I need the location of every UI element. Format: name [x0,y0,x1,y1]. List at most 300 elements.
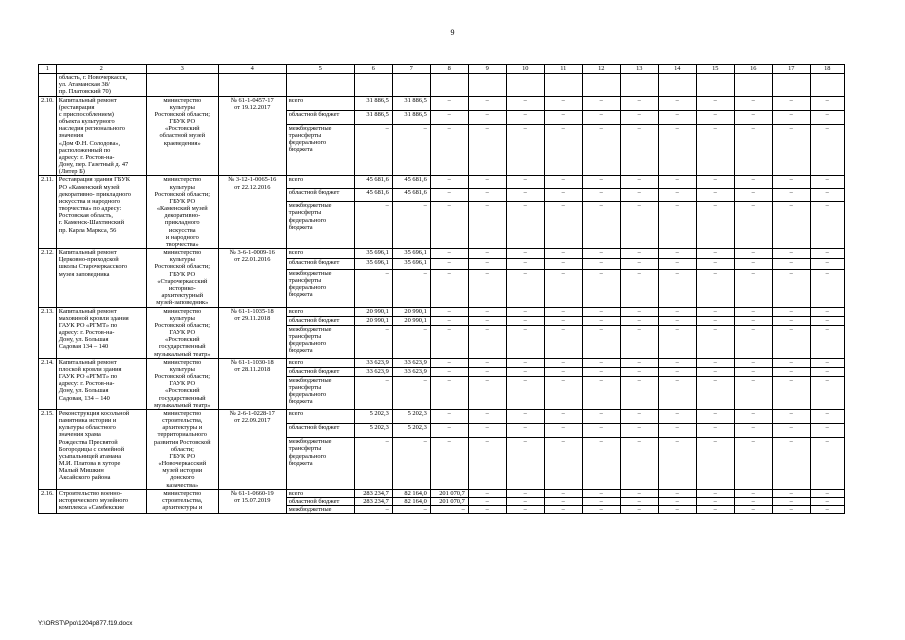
value-year-11: – [772,316,810,325]
value-year-11: – [772,110,810,124]
value-year-11: – [772,506,810,514]
document-number: № 61-1-1030-18 от 28.11.2018 [218,358,286,409]
customer: министерство строительства, архитектуры и [146,489,218,514]
funding-source: межбюджетные трансферты федерального бюджета [286,202,354,249]
value-year-10: – [734,497,772,505]
empty-cell [620,74,658,97]
value-year-10: – [734,259,772,269]
value-year-1: 5 202,3 [392,424,430,438]
value-year-7: – [620,124,658,176]
table-row [39,307,845,316]
value-year-11: – [772,269,810,307]
value-year-6: – [582,376,620,409]
value-year-8: – [658,506,696,514]
value-year-3: – [468,259,506,269]
value-year-4: – [506,376,544,409]
value-year-9: – [696,307,734,316]
value-year-5: – [544,189,582,202]
value-year-2: – [430,189,468,202]
value-year-4: – [506,259,544,269]
value-year-6: – [582,316,620,325]
value-year-12: – [810,367,844,376]
value-total: 35 696,1 [354,249,392,259]
value-year-6: – [582,506,620,514]
value-year-7: – [620,409,658,423]
value-year-12: – [810,202,844,249]
value-year-9: – [696,249,734,259]
value-year-2: – [430,269,468,307]
value-year-8: – [658,176,696,189]
document-number: № 3-12-1-0065-16 от 22.12.2016 [218,176,286,249]
value-year-3: – [468,506,506,514]
value-year-1: 31 886,5 [392,110,430,124]
value-year-6: – [582,176,620,189]
funding-source: межбюджетные трансферты федерального бюджета [286,269,354,307]
value-year-1: – [392,325,430,358]
funding-source: межбюджетные [286,506,354,514]
value-total: 5 202,3 [354,409,392,423]
column-number: 15 [696,65,734,74]
object-name: Капитальный ремонт Церковно-приходской школы Старочеркасского музея заповедника [56,249,146,307]
value-total: – [354,438,392,490]
value-year-2: – [430,249,468,259]
value-year-5: – [544,176,582,189]
value-year-8: – [658,189,696,202]
table-row [39,358,845,367]
program-table [38,64,845,514]
value-year-11: – [772,176,810,189]
value-year-3: – [468,376,506,409]
value-year-4: – [506,176,544,189]
value-year-10: – [734,367,772,376]
object-name: Капитальный ремонт маховиной кровли здания ГАУК РО «РГМТ» по адресу: г. Ростов-на- Дону, ул. Большая Садовая 134 – 140 [56,307,146,358]
funding-source: областной бюджет [286,424,354,438]
value-year-6: – [582,259,620,269]
value-year-7: – [620,424,658,438]
object-name: Реконструкция косольной памятника истории и культуры областного значения храма Рождества Пресвятой Богородицы с семейной усыпальницей атамана М.И. Платова в хуторе Малый Мишкин Аксайского района [56,409,146,489]
value-total: 45 681,6 [354,176,392,189]
continuation-row [39,74,845,97]
value-year-12: – [810,316,844,325]
column-number: 8 [430,65,468,74]
value-year-3: – [468,316,506,325]
value-year-12: – [810,307,844,316]
value-year-1: 82 164,0 [392,497,430,505]
value-year-11: – [772,497,810,505]
value-year-8: – [658,124,696,176]
value-year-11: – [772,259,810,269]
row-number: 2.14. [39,358,57,409]
document-number: № 61-1-0660-19 от 15.07.2019 [218,489,286,514]
value-year-4: – [506,325,544,358]
value-year-11: – [772,367,810,376]
funding-source: областной бюджет [286,367,354,376]
value-year-3: – [468,249,506,259]
funding-source: всего [286,249,354,259]
value-year-12: – [810,497,844,505]
empty-cell [582,74,620,97]
value-year-1: 33 623,9 [392,358,430,367]
value-year-10: – [734,506,772,514]
value-year-5: – [544,367,582,376]
value-year-9: – [696,489,734,497]
value-year-12: – [810,124,844,176]
value-year-8: – [658,202,696,249]
empty-cell [354,74,392,97]
object-cell: область, г. Новочеркасск, ул. Атаманская 38/ пр. Платовский 70) [56,74,146,97]
funding-source: межбюджетные трансферты федерального бюджета [286,325,354,358]
value-year-12: – [810,424,844,438]
empty-cell [430,74,468,97]
table-row [39,409,845,423]
value-year-6: – [582,325,620,358]
customer: министерство культуры Ростовской области; ГБУК РО «Каменский музей декоративно- прикладного искусства и народного творчества» [146,176,218,249]
value-year-10: – [734,176,772,189]
value-year-5: – [544,110,582,124]
value-year-10: – [734,489,772,497]
value-year-5: – [544,249,582,259]
value-year-4: – [506,189,544,202]
value-year-6: – [582,424,620,438]
value-year-10: – [734,438,772,490]
value-year-5: – [544,124,582,176]
value-year-6: – [582,367,620,376]
value-year-7: – [620,110,658,124]
value-year-12: – [810,110,844,124]
value-year-11: – [772,438,810,490]
value-total: – [354,269,392,307]
value-year-3: – [468,424,506,438]
value-year-3: – [468,307,506,316]
value-year-12: – [810,506,844,514]
value-year-2: – [430,307,468,316]
value-year-6: – [582,96,620,110]
file-path: Y:\ORST\Ppo\1204p877.f19.docx [38,620,133,627]
table-row [39,249,845,259]
value-year-4: – [506,124,544,176]
value-year-12: – [810,376,844,409]
object-name: Реставрация здания ГБУК РО «Каменский музей декоративно- прикладного искусства и народного творчества» по адресу: Ростовская область, г. Каменск-Шахтинский пр. Карла Маркса, 56 [56,176,146,249]
value-total: 5 202,3 [354,424,392,438]
value-year-7: – [620,249,658,259]
value-year-3: – [468,110,506,124]
value-year-3: – [468,124,506,176]
value-year-2: – [430,202,468,249]
value-year-9: – [696,424,734,438]
value-year-7: – [620,438,658,490]
row-number-cell [39,74,57,97]
value-total: 31 886,5 [354,96,392,110]
value-year-10: – [734,376,772,409]
value-year-11: – [772,124,810,176]
value-year-7: – [620,376,658,409]
value-year-10: – [734,424,772,438]
value-year-9: – [696,506,734,514]
funding-source: всего [286,176,354,189]
row-number: 2.16. [39,489,57,514]
value-year-9: – [696,189,734,202]
value-year-9: – [696,367,734,376]
empty-cell [734,74,772,97]
value-year-6: – [582,202,620,249]
value-year-1: – [392,438,430,490]
object-name: Капитальный ремонт плоской кровли здания ГАУК РО «РГМТ» по адресу: г. Ростов-на- Дону, ул. Большая Садовая, 134 – 140 [56,358,146,409]
value-year-1: – [392,376,430,409]
value-year-12: – [810,325,844,358]
value-year-2: – [430,316,468,325]
value-year-7: – [620,259,658,269]
value-total: – [354,325,392,358]
value-year-7: – [620,269,658,307]
empty-cell [286,74,354,97]
value-year-8: – [658,358,696,367]
value-year-2: – [430,506,468,514]
value-year-8: – [658,409,696,423]
funding-source: областной бюджет [286,497,354,505]
value-year-4: – [506,358,544,367]
value-total: – [354,506,392,514]
value-year-5: – [544,424,582,438]
table-row [39,489,845,497]
value-year-3: – [468,438,506,490]
customer: министерство строительства, архитектуры и территориального развития Ростовской области; ГБУК РО «Новочеркасский музей истории донского казачества» [146,409,218,489]
value-year-5: – [544,409,582,423]
value-year-11: – [772,424,810,438]
value-year-9: – [696,409,734,423]
value-total: 33 623,9 [354,367,392,376]
value-year-10: – [734,325,772,358]
value-year-4: – [506,367,544,376]
column-number-row [39,65,845,74]
value-year-12: – [810,96,844,110]
value-year-2: – [430,358,468,367]
column-number: 10 [506,65,544,74]
value-year-9: – [696,358,734,367]
value-year-4: – [506,307,544,316]
value-year-3: – [468,409,506,423]
value-year-10: – [734,202,772,249]
document-number: № 3-6-1-0009-16 от 22.01.2016 [218,249,286,307]
table-body [39,65,845,514]
value-year-2: – [430,367,468,376]
value-total: – [354,124,392,176]
value-year-11: – [772,358,810,367]
row-number: 2.13. [39,307,57,358]
value-total: 20 990,1 [354,316,392,325]
empty-cell [506,74,544,97]
column-number: 2 [56,65,146,74]
column-number: 12 [582,65,620,74]
value-year-5: – [544,96,582,110]
value-year-8: – [658,438,696,490]
funding-source: областной бюджет [286,189,354,202]
value-year-1: 45 681,6 [392,176,430,189]
value-year-8: – [658,307,696,316]
column-number: 7 [392,65,430,74]
funding-source: межбюджетные трансферты федерального бюджета [286,438,354,490]
value-year-12: – [810,358,844,367]
empty-cell [810,74,844,97]
document-number: № 61-1-1035-18 от 29.11.2018 [218,307,286,358]
value-year-3: – [468,489,506,497]
value-year-9: – [696,176,734,189]
value-year-1: – [392,506,430,514]
value-year-6: – [582,124,620,176]
funding-source: всего [286,409,354,423]
column-number: 1 [39,65,57,74]
value-total: 20 990,1 [354,307,392,316]
value-year-9: – [696,376,734,409]
value-year-8: – [658,367,696,376]
table-row [39,176,845,189]
value-total: 33 623,9 [354,358,392,367]
value-year-8: – [658,497,696,505]
funding-source: областной бюджет [286,110,354,124]
value-year-10: – [734,124,772,176]
value-year-5: – [544,259,582,269]
value-year-3: – [468,176,506,189]
funding-source: областной бюджет [286,316,354,325]
value-year-10: – [734,316,772,325]
value-total: 45 681,6 [354,189,392,202]
value-year-8: – [658,316,696,325]
empty-cell [468,74,506,97]
value-year-7: – [620,96,658,110]
funding-source: всего [286,358,354,367]
value-year-1: 31 886,5 [392,96,430,110]
value-year-7: – [620,489,658,497]
column-number: 5 [286,65,354,74]
value-year-11: – [772,202,810,249]
value-year-4: – [506,110,544,124]
funding-source: всего [286,489,354,497]
value-year-9: – [696,202,734,249]
value-year-10: – [734,307,772,316]
value-year-6: – [582,438,620,490]
value-year-9: – [696,259,734,269]
value-year-9: – [696,269,734,307]
value-year-11: – [772,376,810,409]
empty-cell [146,74,218,97]
page-number: 9 [450,28,455,37]
value-year-6: – [582,497,620,505]
value-year-4: – [506,497,544,505]
value-year-5: – [544,506,582,514]
value-year-3: – [468,189,506,202]
value-year-8: – [658,96,696,110]
value-year-2: – [430,259,468,269]
column-number: 16 [734,65,772,74]
value-year-11: – [772,325,810,358]
value-year-12: – [810,438,844,490]
value-year-1: 35 696,1 [392,259,430,269]
value-year-4: – [506,249,544,259]
value-year-1: – [392,124,430,176]
column-number: 18 [810,65,844,74]
value-year-10: – [734,110,772,124]
value-year-11: – [772,96,810,110]
value-year-2: – [430,438,468,490]
value-year-2: – [430,96,468,110]
empty-cell [218,74,286,97]
value-year-12: – [810,409,844,423]
value-year-8: – [658,269,696,307]
value-year-12: – [810,269,844,307]
value-year-12: – [810,249,844,259]
value-year-8: – [658,259,696,269]
column-number: 14 [658,65,696,74]
value-year-2: – [430,110,468,124]
value-year-7: – [620,176,658,189]
value-year-5: – [544,376,582,409]
funding-source: межбюджетные трансферты федерального бюджета [286,124,354,176]
value-year-10: – [734,358,772,367]
value-year-6: – [582,409,620,423]
value-year-2: 201 070,7 [430,489,468,497]
empty-cell [392,74,430,97]
value-year-7: – [620,367,658,376]
value-year-1: 5 202,3 [392,409,430,423]
value-year-7: – [620,497,658,505]
value-year-3: – [468,325,506,358]
value-total: – [354,376,392,409]
value-year-8: – [658,249,696,259]
value-year-3: – [468,269,506,307]
value-year-2: 201 070,7 [430,497,468,505]
value-year-7: – [620,202,658,249]
value-year-10: – [734,269,772,307]
value-year-5: – [544,316,582,325]
customer: министерство культуры Ростовской области; ГАУК РО «Ростовский государственный музыкальный театр» [146,358,218,409]
value-year-9: – [696,96,734,110]
empty-cell [772,74,810,97]
empty-cell [544,74,582,97]
value-year-5: – [544,497,582,505]
empty-cell [658,74,696,97]
value-year-4: – [506,202,544,249]
value-year-7: – [620,307,658,316]
value-year-10: – [734,409,772,423]
table-row [39,96,845,110]
value-year-12: – [810,189,844,202]
value-year-10: – [734,249,772,259]
value-year-12: – [810,176,844,189]
value-year-7: – [620,358,658,367]
value-year-4: – [506,96,544,110]
column-number: 6 [354,65,392,74]
value-year-1: 35 696,1 [392,249,430,259]
value-total: – [354,202,392,249]
value-year-7: – [620,506,658,514]
value-year-6: – [582,489,620,497]
value-year-2: – [430,376,468,409]
value-year-5: – [544,489,582,497]
value-year-3: – [468,202,506,249]
value-year-7: – [620,316,658,325]
column-number: 3 [146,65,218,74]
object-name: Капитальный ремонт (реставрация с приспособлением) объекта культурного наследия регионального значения «Дом Ф.Н. Солодова», расположенный по адресу: г. Ростов-на- Дону, пер. Газетный д. 47 (Литер Б) [56,96,146,176]
column-number: 9 [468,65,506,74]
value-year-11: – [772,409,810,423]
value-year-5: – [544,202,582,249]
value-year-8: – [658,489,696,497]
value-year-10: – [734,189,772,202]
value-year-12: – [810,489,844,497]
value-year-6: – [582,358,620,367]
value-total: 31 886,5 [354,110,392,124]
value-year-9: – [696,110,734,124]
empty-cell [696,74,734,97]
